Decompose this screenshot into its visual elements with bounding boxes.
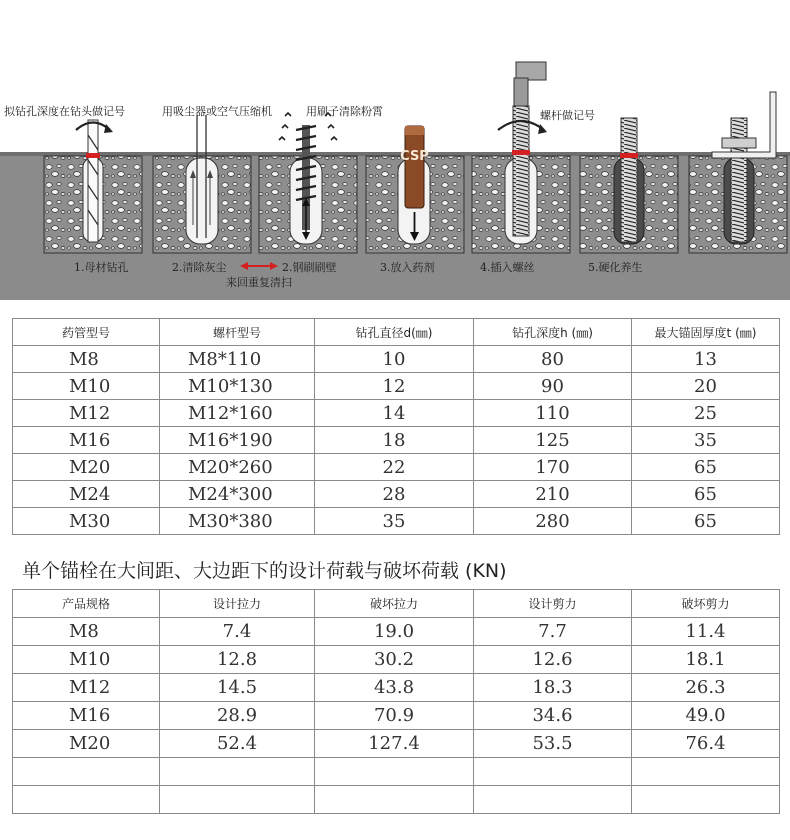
table-cell: M20: [13, 730, 160, 758]
table-row: [13, 427, 780, 454]
table-cell: 127.4: [315, 730, 474, 758]
table-cell: 110: [474, 400, 632, 427]
table-row-empty: [13, 758, 780, 786]
table-cell: M10: [13, 373, 160, 400]
table-cell: 43.8: [315, 674, 474, 702]
table-cell: 26.3: [632, 674, 780, 702]
table-row: [13, 646, 780, 674]
table-cell: M16: [13, 427, 160, 454]
installation-diagram: [0, 0, 790, 300]
cured-anchor-icon: [614, 118, 644, 244]
header-capsule-model: 药管型号: [13, 319, 160, 346]
table-cell: [632, 758, 780, 786]
capsule-icon: [398, 126, 430, 244]
table-cell: 90: [474, 373, 632, 400]
table-cell: 53.5: [474, 730, 632, 758]
table-cell: M20*260: [160, 454, 315, 481]
table-cell: 11.4: [632, 618, 780, 646]
table-cell: 65: [632, 508, 780, 535]
table-cell: 35: [315, 508, 474, 535]
label-step-4: 4.插入螺丝: [480, 261, 535, 274]
table-row: [13, 730, 780, 758]
table-row: [13, 508, 780, 535]
table-cell: M16: [13, 702, 160, 730]
header-failure-tension: 破坏拉力: [315, 590, 474, 618]
table-cell: 22: [315, 454, 474, 481]
header-hole-diameter: 钻孔直径d(㎜): [315, 319, 474, 346]
table-header-row: [13, 319, 780, 346]
table-cell: 65: [632, 481, 780, 508]
table-cell: 49.0: [632, 702, 780, 730]
table-cell: 14.5: [160, 674, 315, 702]
label-step-5: 5.硬化养生: [588, 261, 643, 274]
label-rod-mark: 螺杆做记号: [540, 109, 595, 122]
table-cell: M12: [13, 674, 160, 702]
table-row: [13, 674, 780, 702]
label-dust: 用吸尘器或空气压缩机: [162, 105, 272, 118]
header-hole-depth: 钻孔深度h (㎜): [474, 319, 632, 346]
table-row: [13, 346, 780, 373]
table-cell: 80: [474, 346, 632, 373]
label-drill-depth: 拟钻孔深度在钻头做记号: [4, 105, 125, 118]
table-cell: 280: [474, 508, 632, 535]
table-cell: 12.6: [474, 646, 632, 674]
load-table: [12, 589, 780, 814]
table-cell: [315, 758, 474, 786]
table-cell: 170: [474, 454, 632, 481]
table-cell: 210: [474, 481, 632, 508]
table-cell: 7.4: [160, 618, 315, 646]
installation-steps-illustration: [0, 0, 790, 300]
table-cell: M8*110: [160, 346, 315, 373]
table-cell: 18: [315, 427, 474, 454]
table-cell: M24*300: [160, 481, 315, 508]
table-cell: M20: [13, 454, 160, 481]
header-design-tension: 设计拉力: [160, 590, 315, 618]
table-cell: 76.4: [632, 730, 780, 758]
table-cell: 52.4: [160, 730, 315, 758]
table-cell: [13, 758, 160, 786]
table-cell: 13: [632, 346, 780, 373]
table-cell: [474, 786, 632, 814]
header-design-shear: 设计剪力: [474, 590, 632, 618]
table-cell: M12: [13, 400, 160, 427]
table-cell: [474, 758, 632, 786]
label-brush: 用刷子清除粉霄: [306, 105, 383, 118]
table-cell: 125: [474, 427, 632, 454]
table-cell: 18.1: [632, 646, 780, 674]
table-row: [13, 702, 780, 730]
table-cell: 70.9: [315, 702, 474, 730]
table-cell: M30: [13, 508, 160, 535]
table-cell: 28: [315, 481, 474, 508]
header-product-spec: 产品规格: [13, 590, 160, 618]
label-step-2: 2.清除灰尘: [172, 261, 227, 274]
table-cell: [13, 786, 160, 814]
anchor-spec-table: [12, 318, 780, 535]
capsule-label: CSP: [400, 149, 429, 164]
header-failure-shear: 破坏剪力: [632, 590, 780, 618]
load-table-title: 单个锚栓在大间距、大边距下的设计荷载与破坏荷载 (KN): [22, 560, 507, 582]
table-row: [13, 454, 780, 481]
table-cell: M12*160: [160, 400, 315, 427]
table-cell: 65: [632, 454, 780, 481]
label-step-2b: 2.钢刷刷壁: [282, 261, 337, 274]
label-step-1: 1.母材钻孔: [74, 261, 129, 274]
table-cell: M16*190: [160, 427, 315, 454]
table-cell: [315, 786, 474, 814]
table-cell: 18.3: [474, 674, 632, 702]
table-cell: M8: [13, 618, 160, 646]
header-rod-model: 螺杆型号: [160, 319, 315, 346]
table-cell: 12: [315, 373, 474, 400]
table-cell: 10: [315, 346, 474, 373]
table-cell: 28.9: [160, 702, 315, 730]
table-cell: 19.0: [315, 618, 474, 646]
table-cell: 14: [315, 400, 474, 427]
table-cell: [160, 758, 315, 786]
table-row: [13, 618, 780, 646]
table-cell: 35: [632, 427, 780, 454]
header-max-thickness: 最大锚固厚度t (㎜): [632, 319, 780, 346]
table-cell: M10*130: [160, 373, 315, 400]
table-cell: 12.8: [160, 646, 315, 674]
table-cell: 7.7: [474, 618, 632, 646]
table-row: [13, 373, 780, 400]
table-cell: [160, 786, 315, 814]
table-cell: 20: [632, 373, 780, 400]
label-step-2-note: 来回重复清扫: [226, 276, 292, 289]
table-cell: [632, 786, 780, 814]
table-row: [13, 481, 780, 508]
table-header-row: [13, 590, 780, 618]
table-row-empty: [13, 786, 780, 814]
table-row: [13, 400, 780, 427]
table-cell: 25: [632, 400, 780, 427]
table-cell: 30.2: [315, 646, 474, 674]
air-tube-icon: [186, 115, 218, 244]
table-cell: M24: [13, 481, 160, 508]
label-step-3: 3.放入药剂: [380, 261, 435, 274]
table-cell: M10: [13, 646, 160, 674]
table-cell: M8: [13, 346, 160, 373]
table-cell: 34.6: [474, 702, 632, 730]
table-cell: M30*380: [160, 508, 315, 535]
